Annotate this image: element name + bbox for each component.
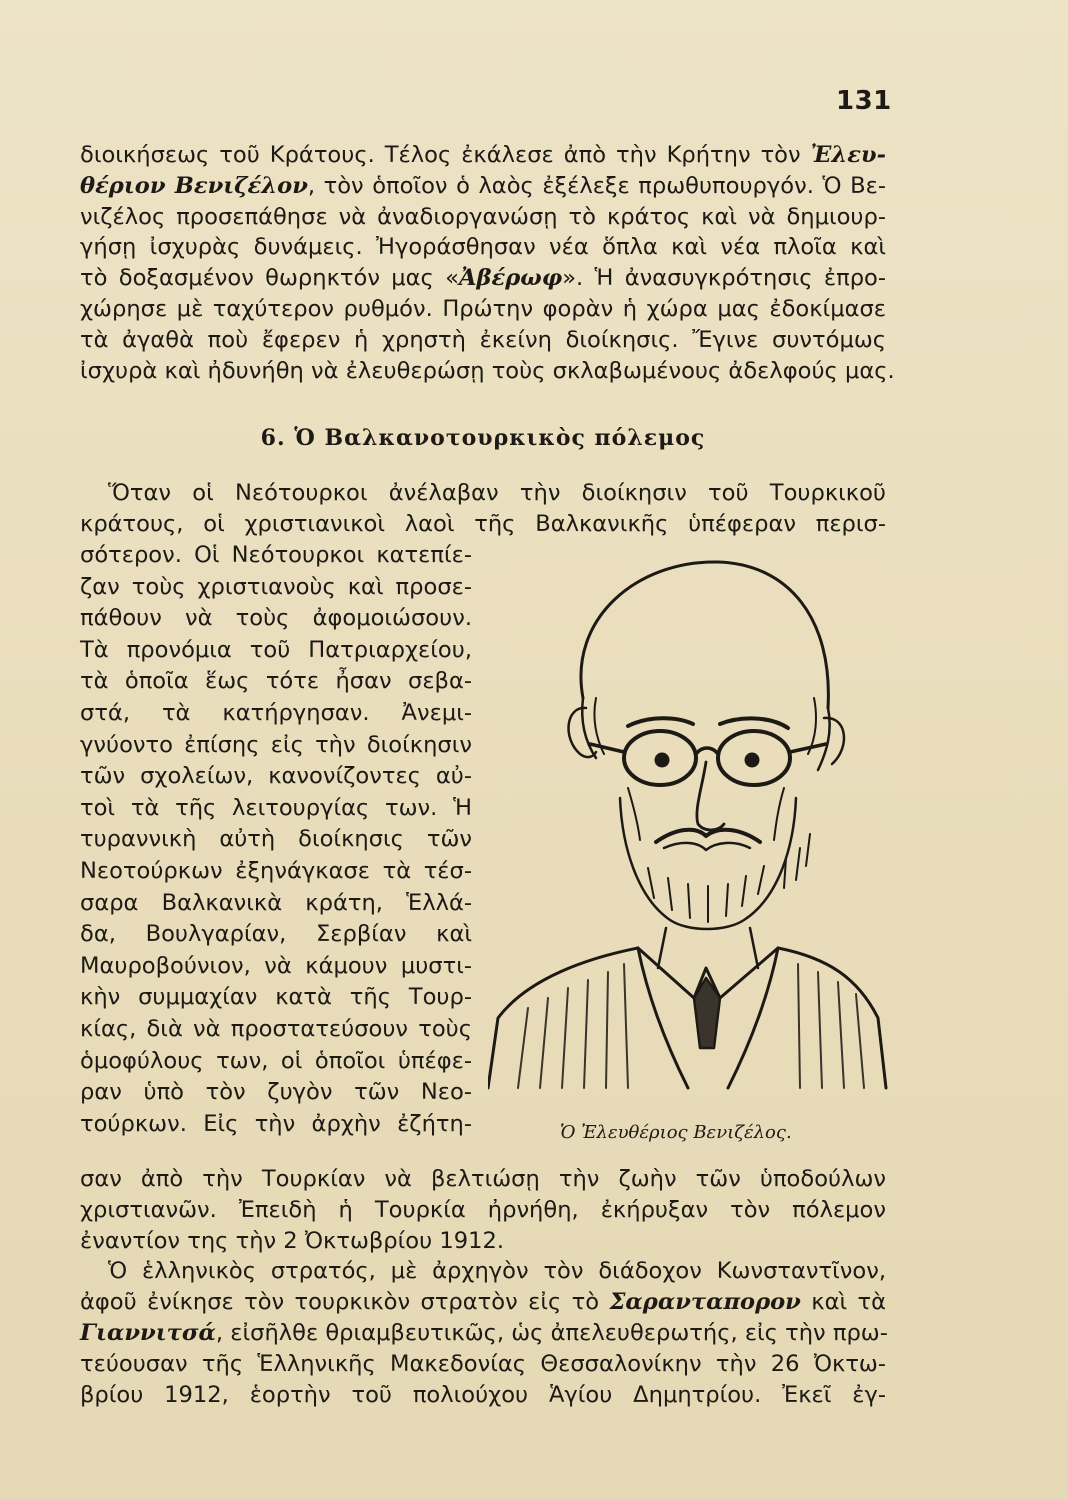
text-line: ὁμοφύλους των, οἱ ὁποῖοι ὑπέφε- <box>80 1047 472 1074</box>
text-line: τυραννικὴ αὐτὴ διοίκησις τῶν <box>80 826 472 853</box>
text-line: τοὶ τὰ τῆς λειτουργίας των. Ἡ <box>80 794 472 821</box>
text-line: τούρκων. Εἰς τὴν ἀρχὴν ἐζήτη- <box>80 1110 472 1137</box>
page-number: 131 <box>836 86 892 116</box>
text-line: τεύουσαν τῆς Ἑλληνικῆς Μακεδονίας Θεσσαλονίκην τὴν 26 Ὀκτω- <box>80 1350 886 1377</box>
figure-caption: Ὁ Ἐλευθέριος Βενιζέλος. <box>560 1122 792 1143</box>
text-line: κράτους, οἱ χριστιανικοὶ λαοὶ τῆς Βαλκανικῆς ὑπέφεραν περισ- <box>80 510 886 537</box>
text-line: κὴν συμμαχίαν κατὰ τῆς Τουρ- <box>80 984 472 1011</box>
section-heading: 6. Ὁ Βαλκανοτουρκικὸς πόλεμος <box>260 425 706 451</box>
text-line: γνύοντο ἐπίσης εἰς τὴν διοίκησιν <box>80 731 472 758</box>
text-line: Γιαννιτσά, εἰσῆλθε θριαμβευτικῶς, ὡς ἀπελευθερωτής, εἰς τὴν πρω- <box>80 1319 888 1346</box>
text-line: ἀφοῦ ἐνίκησε τὸν τουρκικὸν στρατὸν εἰς τὸ Σαρανταπορον καὶ τὰ <box>80 1289 886 1316</box>
text-line: τῶν σχολείων, κανονίζοντες αὐ- <box>80 763 472 790</box>
text-line: κίας, διὰ νὰ προστατεύσουν τοὺς <box>80 1015 472 1042</box>
text-line: τὸ δοξασμένον θωρηκτόν μας «Ἀβέρωφ». Ἡ ἀνασυγκρότησις ἐπρο- <box>80 265 887 292</box>
paragraph-2-wrapped <box>80 540 472 1140</box>
text-line: Νεοτούρκων ἐξηνάγκασε τὰ τέσ- <box>80 857 472 884</box>
text-line: δα, Βουλγαρίαν, Σερβίαν καὶ <box>80 921 472 948</box>
text-line: ραν ὑπὸ τὸν ζυγὸν τῶν Νεο- <box>80 1079 472 1106</box>
text-line: σαρα Βαλκανικὰ κράτη, Ἑλλά- <box>80 889 472 916</box>
paragraph-2-bottom <box>80 1164 886 1410</box>
text-line: πάθουν νὰ τοὺς ἀφομοιώσουν. <box>80 605 472 632</box>
portrait-illustration-icon <box>488 548 888 1108</box>
text-line: Ὁ ἑλληνικὸς στρατός, μὲ ἀρχηγὸν τὸν διάδοχον Κωνσταντῖνον, <box>108 1258 886 1285</box>
text-line: βρίου 1912, ἑορτὴν τοῦ πολιούχου Ἁγίου Δημητρίου. Ἐκεῖ ἐγ- <box>80 1381 886 1408</box>
text-line: χώρησε μὲ ταχύτερον ρυθμόν. Πρώτην φορὰν ἡ χώρα μας ἐδοκίμασε <box>80 295 886 322</box>
text-line: χριστιανῶν. Ἐπειδὴ ἡ Τουρκία ἠρνήθη, ἐκήρυξαν τὸν πόλεμον <box>80 1196 886 1223</box>
text-line: διοικήσεως τοῦ Κράτους. Τέλος ἐκάλεσε ἀπὸ τὴν Κρήτην τὸν Ἐλευ- <box>80 142 886 168</box>
text-line: Μαυροβούνιον, νὰ κάμουν μυστι- <box>80 952 472 979</box>
text-line: Ὅταν οἱ Νεότουρκοι ἀνέλαβαν τὴν διοίκησιν τοῦ Τουρκικοῦ <box>108 480 886 506</box>
text-line: θέριον Βενιζέλον, τὸν ὁποῖον ὁ λαὸς ἐξέλεξε πρωθυπουργόν. Ὁ Βε- <box>80 172 886 199</box>
text-line: σαν ἀπὸ τὴν Τουρκίαν νὰ βελτιώσῃ τὴν ζωὴν τῶν ὑποδούλων <box>80 1166 886 1192</box>
text-line: ἐναντίον της τὴν 2 Ὀκτωβρίου 1912. <box>80 1227 505 1254</box>
text-line: στά, τὰ κατήργησαν. Ἀνεμι- <box>80 699 472 726</box>
text-line: νιζέλος προσεπάθησε νὰ ἀναδιοργανώσῃ τὸ κράτος καὶ νὰ δημιουρ- <box>80 203 886 230</box>
paragraph-2-top <box>80 478 886 540</box>
text-line: τὰ ἀγαθὰ ποὺ ἔφερεν ἡ χρηστὴ ἐκείνη διοίκησις. Ἔγινε συντόμως <box>80 326 886 353</box>
text-line: γήσῃ ἰσχυρὰς δυνάμεις. Ἠγοράσθησαν νέα ὅπλα καὶ νέα πλοῖα καὶ <box>80 234 886 261</box>
text-line: τὰ ὁποῖα ἕως τότε ἦσαν σεβα- <box>80 668 472 695</box>
text-line: ζαν τοὺς χριστιανοὺς καὶ προσε- <box>80 573 472 600</box>
paragraph-1 <box>80 140 895 386</box>
text-line: σότερον. Οἱ Νεότουρκοι κατεπίε- <box>80 542 472 568</box>
text-line: Τὰ προνόμια τοῦ Πατριαρχείου, <box>80 636 472 663</box>
text-line: ἰσχυρὰ καὶ ἠδυνήθη νὰ ἐλευθερώσῃ τοὺς σκλαβωμένους ἀδελφούς μας. <box>80 357 895 384</box>
